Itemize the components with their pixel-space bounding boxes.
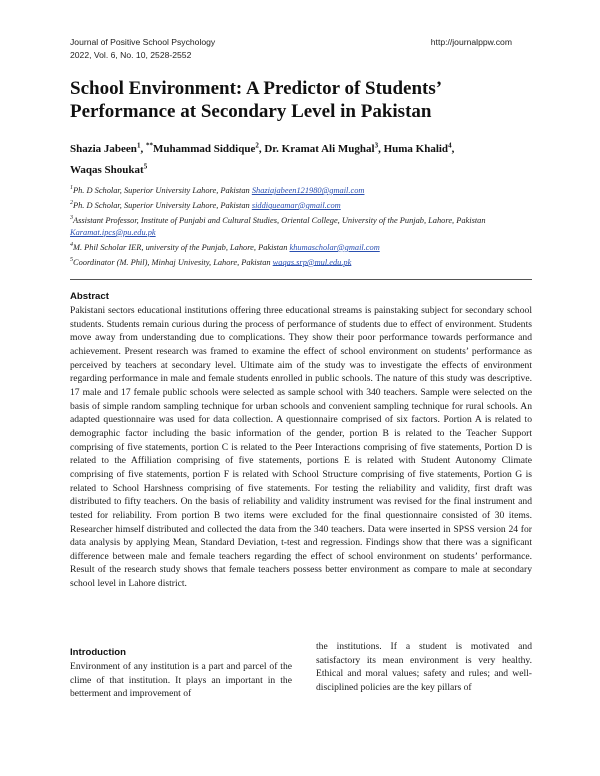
author-list (70, 137, 540, 179)
affiliation-list (70, 182, 540, 269)
email-link[interactable]: waqas.srp@mul.edu.pk (272, 257, 352, 267)
title-line-2: Performance at Secondary Level in Pakistan (70, 101, 432, 122)
journal-url[interactable]: http://journalppw.com (430, 37, 512, 47)
affiliation-item: $^4$M. Phil Scholar IER, university of the Punjab, Lahore, Pakistan khumascholar@gmail.com (70, 241, 380, 252)
email-link[interactable]: khumascholar@gmail.com (289, 242, 380, 252)
affiliation-item: $^1$Ph. D Scholar, Superior University Lahore, Pakistan Shaziajabeen121980@gmail.com (70, 185, 365, 195)
author: Dr. Kramat Ali Mughal$^3$, (264, 141, 384, 155)
journal-issue: 2022, Vol. 6, No. 10, 2528-2552 (70, 50, 192, 60)
author: Huma Khalid$^4$, (383, 141, 455, 155)
paper-title (70, 77, 540, 123)
email-link[interactable]: Shaziajabeen121980@gmail.com (251, 185, 365, 195)
email-link[interactable]: Karamat.ipcs@pu.edu.pk (70, 227, 156, 237)
introduction-right-column: the institutions. If a student is motivated and satisfactory its mean environment is very healthy. Ethical and moral values; safety and rules; and well-disciplined policies are the key pillars of (316, 641, 532, 693)
author: Waqas Shoukat$^5$ (70, 162, 148, 176)
affiliation-item: $^3$Assistant Professor, Institute of Punjabi and Cultural Studies, Oriental College, University of the Punjab, Lahore, Pakistan Karamat.ipcs@pu.edu.pk (70, 214, 486, 237)
abstract-heading: Abstract (70, 291, 109, 302)
author: Shazia Jabeen$^1$, (70, 141, 146, 155)
affiliation-item: $^5$Coordinator (M. Phil), Minhaj Univesity, Lahore, Pakistan waqas.srp@mul.edu.pk (70, 256, 352, 267)
affiliation-item: $^2$Ph. D Scholar, Superior University Lahore, Pakistan siddiqueamar@gmail.com (70, 199, 341, 210)
email-link[interactable]: siddiqueamar@gmail.com (251, 200, 341, 210)
abstract-body: Pakistani sectors educational institutions offering three educational streams is painstaking subject for secondary school students. Students remain curious during the process of performance of students due to effect of environment. Students move away from understanding due to complications. They show their poor performance towards performance and achievement. Present research was framed to examine the effect of school environment on students’ performance as perceived by teachers at secondary level. Ultimate aim of the study was to investigate the effects of environment regarding performance in male and female students enrolled in public schools. The nature of this study was descriptive. 17 male and 17 female public schools were selected as sample school with 340 teachers. Sample were selected on the basis of simple random sampling technique for urban schools and convenient sampling technique for rural schools. An adapted questionnaire was used for data collection. A questionnaire comprised of six factors. Portion A is related to demographic factor including the basic information of the gender, portion B is related to the Teacher Support comprising of five statements, portion C is related to the Peer Interactions comprising of five statements, Portion D is related to the Affiliation comprising of five statements, portions E is related with Student Autonomy Climate comprising of five statements, portion F is related with School Structure comprising of five statements, Portion G is related to School Harshness comprising of five statements. For testing the reliability and validity, first draft was distributed to fifty teachers. On the basis of reliability and validity instrument was revised for the final instrument and tested for reliability. From portion B two items were excluded for the final questionnaire consisted of 30 items. Researcher himself distributed and collected the data from the 340 teachers. Data were inserted in SPSS version 24 for data analysis by applying Mean, Standard Deviation, t-test and regression. Findings show that there was a significant difference between male and female teachers regarding the effect of school environment on students’ performance. Result of the research study shows that female teachers possess better environment as compare to male at secondary school level in Lahore district. (70, 305, 532, 590)
section-divider (70, 279, 532, 280)
introduction-heading: Introduction (70, 647, 126, 658)
title-line-1: School Environment: A Predictor of Students’ (70, 78, 443, 99)
author: **Muhammad Siddique$^2$, (145, 141, 265, 155)
introduction-left-column: Environment of any institution is a part and parcel of the clime of that institution. It plays an important in the betterment and improvement of (70, 661, 292, 700)
journal-info (70, 36, 215, 62)
journal-name: Journal of Positive School Psychology (70, 37, 216, 47)
